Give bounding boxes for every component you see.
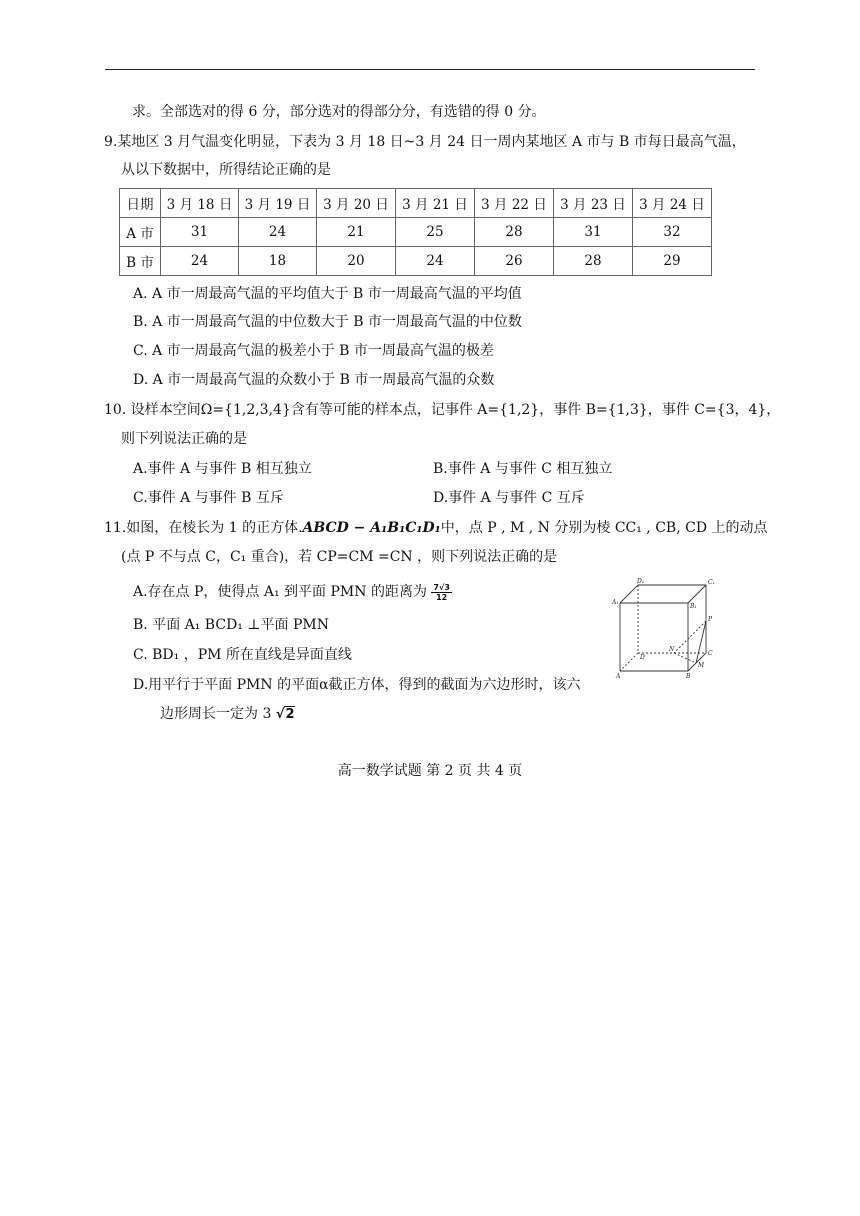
segment-nm	[674, 653, 696, 663]
q11-option-b: B. 平面 A₁ BCD₁ ⊥平面 PMN	[133, 617, 329, 633]
q11-option-a	[133, 582, 452, 602]
segment-pn	[674, 621, 706, 653]
q10-option-b: B.事件 A 与事件 C 相互独立	[433, 461, 613, 477]
table-cell: 32	[633, 218, 712, 247]
table-header-cell: 3 月 22 日	[475, 189, 554, 218]
edge-da-hidden	[620, 653, 638, 671]
table-cell: 29	[633, 247, 712, 276]
temperature-table	[119, 188, 712, 276]
q10-stem-line1: 10. 设样本空间Ω={1,2,3,4}含有等可能的样本点，记事件 A={1,2}，事件 B={1,3}，事件 C={3，4}，	[104, 402, 781, 418]
q9-stem-line2: 从以下数据中，所得结论正确的是	[121, 162, 331, 178]
table-cell: 25	[396, 218, 475, 247]
q11-stem-line2: (点 P 不与点 C，C₁ 重合)，若 CP=CM =CN ，则下列说法正确的是	[121, 549, 558, 565]
table-header-cell: 3 月 19 日	[239, 189, 317, 218]
label-c: C	[708, 650, 713, 657]
fraction-numerator: 7√3	[433, 582, 450, 592]
label-m: M	[698, 662, 705, 669]
q9-option-a: A. A 市一周最高气温的平均值大于 B 市一周最高气温的平均值	[133, 286, 522, 302]
instructions-tail: 求。全部选对的得 6 分，部分选对的得部分分，有选错的得 0 分。	[132, 104, 546, 120]
sqrt-radicand: 2	[285, 707, 295, 722]
table-row	[120, 218, 712, 247]
q9-stem-line1: 9.某地区 3 月气温变化明显，下表为 3 月 18 日~3 月 24 日一周内某地区 A 市与 B 市每日最高气温，	[104, 134, 746, 150]
table-cell: A 市	[120, 218, 161, 247]
table-header-row	[120, 189, 712, 218]
table-header-cell: 日期	[120, 189, 161, 218]
q11-option-c: C. BD₁ ，PM 所在直线是异面直线	[133, 647, 352, 663]
table-header-cell: 3 月 21 日	[396, 189, 475, 218]
distance-fraction	[431, 583, 451, 602]
table-cell: 26	[475, 247, 554, 276]
page-footer: 高一数学试题 第 2 页 共 4 页	[337, 763, 523, 779]
table-cell: 21	[317, 218, 396, 247]
sqrt-expression: √2	[275, 707, 295, 722]
q10-option-d: D.事件 A 与事件 C 互斥	[433, 490, 585, 506]
label-d: D	[640, 654, 645, 661]
label-a1: A₁	[612, 599, 619, 606]
label-b: B	[686, 673, 691, 679]
q11-stem-suffix: 中，点 P , M , N 分别为棱 CC₁ , CB, CD 上的动点	[440, 520, 768, 536]
table-cell: 24	[161, 247, 239, 276]
table-cell: 31	[554, 218, 633, 247]
label-n: N	[669, 646, 675, 653]
q9-option-c: C. A 市一周最高气温的极差小于 B 市一周最高气温的极差	[133, 343, 494, 359]
q11-option-a-text: A.存在点 P，使得点 A₁ 到平面 PMN 的距离为	[133, 584, 427, 600]
table-cell: 31	[161, 218, 239, 247]
table-cell: 20	[317, 247, 396, 276]
table-cell: 24	[239, 218, 317, 247]
edge-a1d1	[620, 585, 638, 603]
q11-stem-line1	[104, 518, 768, 538]
table-header-cell: 3 月 18 日	[161, 189, 239, 218]
q9-option-d: D. A 市一周最高气温的众数小于 B 市一周最高气温的众数	[133, 372, 495, 388]
label-a: A	[616, 673, 621, 679]
label-b1: B₁	[690, 603, 697, 610]
fraction-denominator: 12	[436, 592, 448, 602]
table-header-cell: 3 月 20 日	[317, 189, 396, 218]
q11-option-d-text: 边形周长一定为 3	[160, 706, 272, 722]
table-row	[120, 247, 712, 276]
table-cell: B 市	[120, 247, 161, 276]
label-c1: C₁	[708, 579, 715, 586]
q11-stem-prefix: 11.如图，在棱长为 1 的正方体.	[104, 520, 303, 536]
table-cell: 28	[475, 218, 554, 247]
label-d1: D₁	[637, 578, 645, 585]
q9-option-b: B. A 市一周最高气温的中位数大于 B 市一周最高气温的中位数	[133, 314, 522, 330]
table-header-cell: 3 月 23 日	[554, 189, 633, 218]
table-cell: 18	[239, 247, 317, 276]
table-cell: 24	[396, 247, 475, 276]
header-rule	[105, 69, 755, 70]
cube-figure	[608, 575, 720, 679]
label-p: P	[708, 616, 713, 623]
segment-pm	[696, 621, 706, 663]
q11-option-d-line1: D.用平行于平面 PMN 的平面α截正方体，得到的截面为六边形时，该六	[133, 677, 581, 693]
q10-stem-line2: 则下列说法正确的是	[121, 431, 247, 447]
q10-option-a: A.事件 A 与事件 B 相互独立	[133, 461, 312, 477]
table-header-cell: 3 月 24 日	[633, 189, 712, 218]
edge-c1b1	[688, 585, 706, 603]
q10-option-c: C.事件 A 与事件 B 互斥	[133, 490, 284, 506]
cube-name-formula: ABCD − A₁B₁C₁D₁	[302, 520, 441, 536]
table-cell: 28	[554, 247, 633, 276]
q11-option-d-line2	[160, 704, 295, 725]
